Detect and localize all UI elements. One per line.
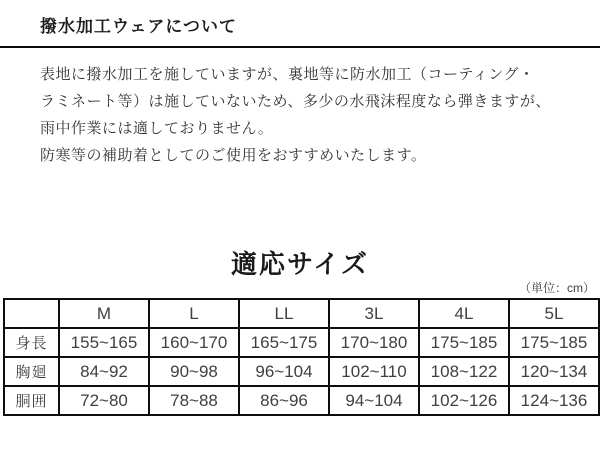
unit-note: （単位：cm） bbox=[519, 281, 595, 295]
size-table bbox=[3, 298, 600, 416]
row-label-waist: 胴囲 bbox=[4, 386, 59, 415]
size-cell: 90~98 bbox=[149, 357, 239, 386]
size-cell: 84~92 bbox=[59, 357, 149, 386]
size-section-title: 適応サイズ bbox=[231, 249, 369, 279]
description-paragraph bbox=[40, 61, 576, 169]
size-column-header-l: L bbox=[149, 299, 239, 328]
size-cell: 94~104 bbox=[329, 386, 419, 415]
size-column-header-5l: 5L bbox=[509, 299, 599, 328]
size-cell: 120~134 bbox=[509, 357, 599, 386]
row-label-height: 身長 bbox=[4, 328, 59, 357]
size-column-header-3l: 3L bbox=[329, 299, 419, 328]
size-cell: 96~104 bbox=[239, 357, 329, 386]
title-divider bbox=[0, 46, 600, 48]
table-row-height bbox=[4, 328, 599, 357]
table-row-waist bbox=[4, 386, 599, 415]
size-cell: 165~175 bbox=[239, 328, 329, 357]
size-cell: 102~126 bbox=[419, 386, 509, 415]
size-cell: 78~88 bbox=[149, 386, 239, 415]
description-line: 雨中作業には適しておりません。 bbox=[40, 120, 274, 137]
size-cell: 86~96 bbox=[239, 386, 329, 415]
size-cell: 170~180 bbox=[329, 328, 419, 357]
table-row-chest bbox=[4, 357, 599, 386]
size-column-header-ll: LL bbox=[239, 299, 329, 328]
size-column-header-empty bbox=[4, 299, 59, 328]
size-cell: 160~170 bbox=[149, 328, 239, 357]
table-header-row bbox=[4, 299, 599, 328]
description-line: 防寒等の補助着としてのご使用をおすすめいたします。 bbox=[40, 147, 427, 164]
size-cell: 124~136 bbox=[509, 386, 599, 415]
page-title: 撥水加工ウェアについて bbox=[40, 17, 237, 36]
size-cell: 155~165 bbox=[59, 328, 149, 357]
size-cell: 175~185 bbox=[509, 328, 599, 357]
description-line: 表地に撥水加工を施していますが、裏地等に防水加工（コーティング・ bbox=[40, 66, 535, 83]
size-cell: 72~80 bbox=[59, 386, 149, 415]
size-column-header-4l: 4L bbox=[419, 299, 509, 328]
size-cell: 102~110 bbox=[329, 357, 419, 386]
row-label-chest: 胸廻 bbox=[4, 357, 59, 386]
size-column-header-m: M bbox=[59, 299, 149, 328]
size-cell: 108~122 bbox=[419, 357, 509, 386]
description-line: ラミネート等）は施していないため、多少の水飛沫程度なら弾きますが、 bbox=[40, 93, 551, 110]
size-cell: 175~185 bbox=[419, 328, 509, 357]
